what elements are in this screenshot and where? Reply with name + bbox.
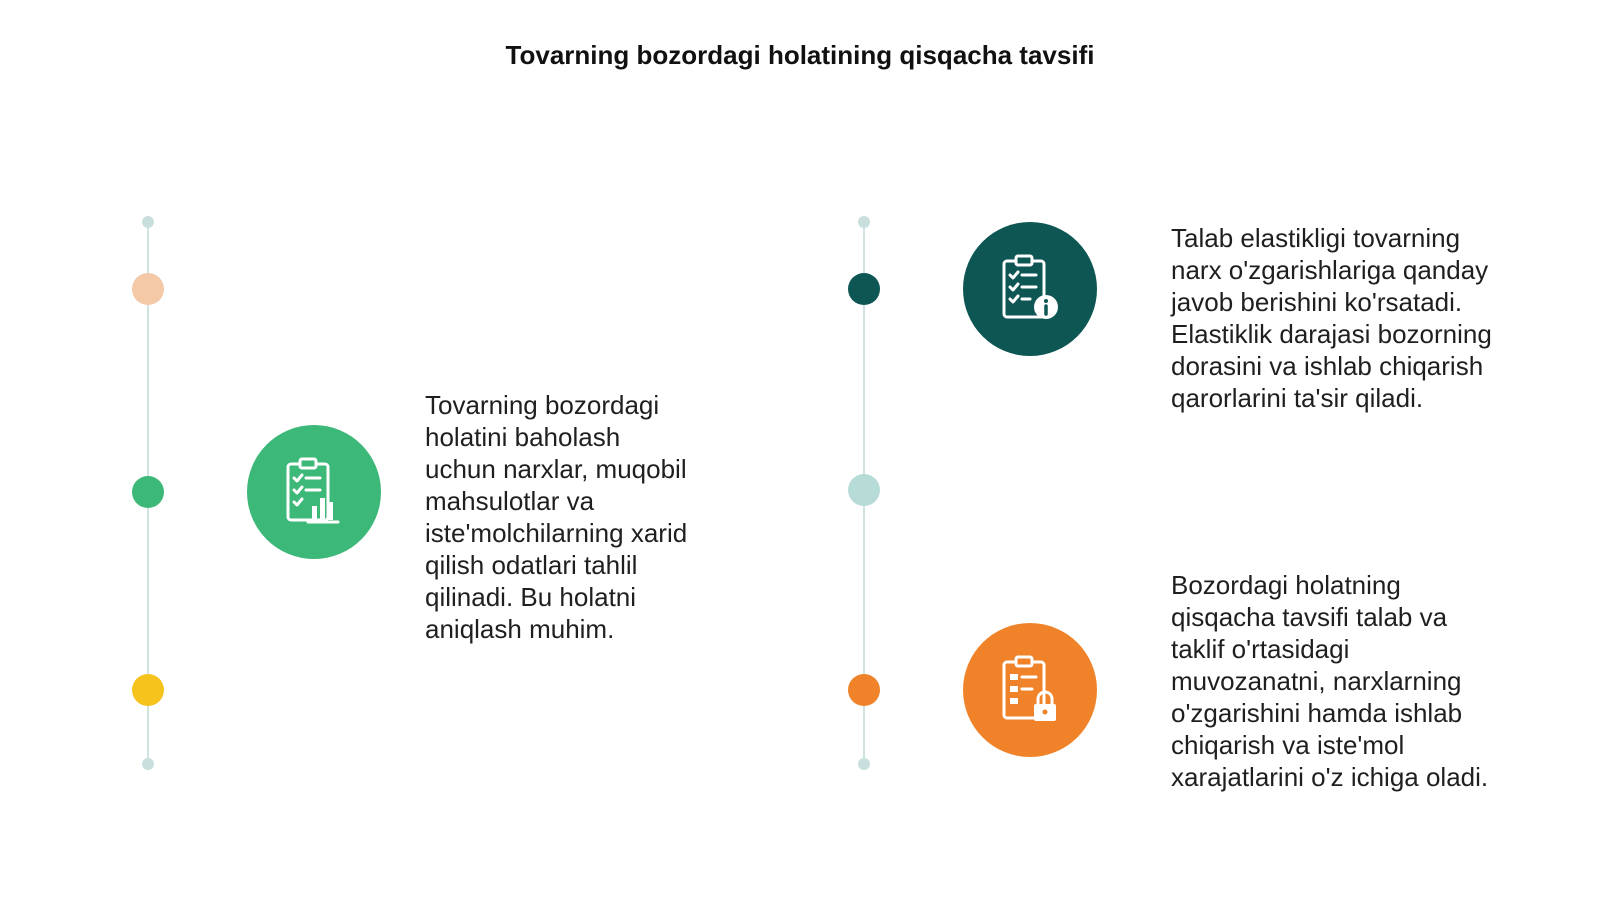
clipboard-chart-icon bbox=[247, 425, 381, 559]
left-node-green bbox=[132, 476, 164, 508]
left-node-yellow bbox=[132, 674, 164, 706]
clipboard-info-icon bbox=[963, 222, 1097, 356]
item-2-description: Talab elastikligi tovarning narx o'zgarishlariga qanday javob berishini ko'rsatadi. Elastiklik darajasi bozorning dorasini va ishlab chiqarish qarorlarini ta'sir qiladi. bbox=[1171, 223, 1492, 413]
right-timeline-end-dot bbox=[858, 758, 870, 770]
clipboard-lock-icon bbox=[963, 623, 1097, 757]
page-title: Tovarning bozordagi holatining qisqacha tavsifi bbox=[505, 40, 1095, 70]
right-node-orange bbox=[848, 674, 880, 706]
right-node-dark-teal bbox=[848, 273, 880, 305]
item-3-description: Bozordagi holatning qisqacha tavsifi talab va taklif o'rtasidagi muvozanatni, narxlarning o'zgarishini hamda ishlab chiqarish va iste'mol xarajatlarini o'z ichiga oladi. bbox=[1171, 570, 1489, 792]
left-node-peach bbox=[132, 273, 164, 305]
right-node-light-teal bbox=[848, 474, 880, 506]
left-timeline-end-dot bbox=[142, 758, 154, 770]
left-timeline-start-dot bbox=[142, 216, 154, 228]
item-1-description: Tovarning bozordagi holatini baholash uchun narxlar, muqobil mahsulotlar va iste'molchilarning xarid qilish odatlari tahlil qilinadi. Bu holatni aniqlash muhim. bbox=[425, 390, 688, 644]
right-timeline-start-dot bbox=[858, 216, 870, 228]
